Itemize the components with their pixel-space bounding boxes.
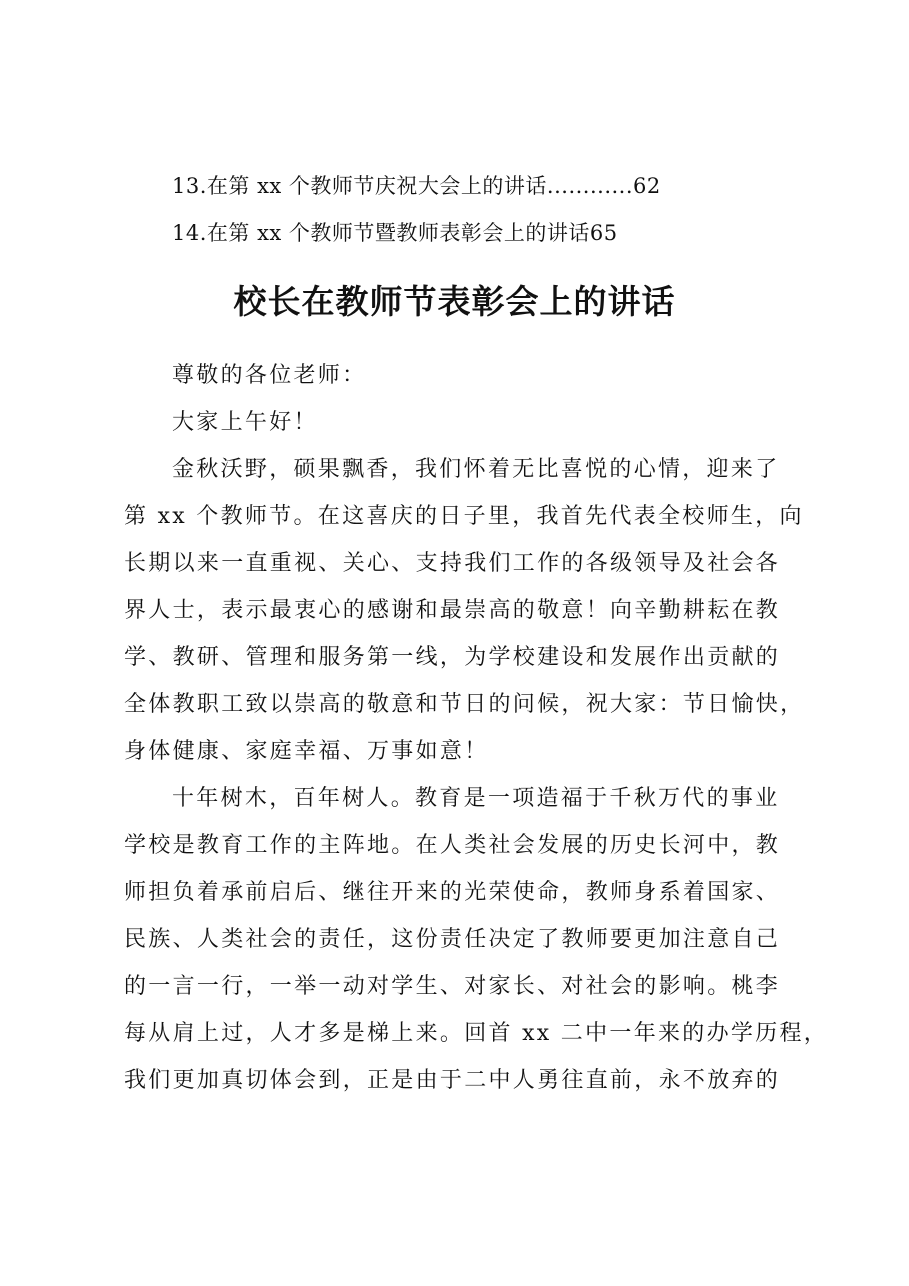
paragraph-line: 学、教研、管理和服务第一线，为学校建设和发展作出贡献的	[124, 645, 781, 670]
paragraph-line: 师担负着承前启后、继往开来的光荣使命，教师身系着国家、	[124, 880, 781, 905]
paragraph-line: 身体健康、家庭幸福、万事如意！	[124, 739, 489, 764]
speech-body	[124, 352, 829, 1104]
paragraph-line: 界人士，表示最衷心的感谢和最崇高的敬意！向辛勤耕耘在教	[124, 598, 781, 623]
salutation: 尊敬的各位老师：	[172, 363, 367, 388]
paragraph-line: 学校是教育工作的主阵地。在人类社会发展的历史长河中，教	[124, 833, 781, 858]
paragraph-line: 十年树木，百年树人。教育是一项造福于千秋万代的事业	[172, 786, 780, 811]
paragraph-line: 每从肩上过，人才多是梯上来。回首 xx 二中一年来的办学历程，	[124, 1021, 829, 1046]
toc-entry-14: 14.在第 xx 个教师节暨教师表彰会上的讲话65	[172, 221, 618, 245]
paragraph-line: 金秋沃野，硕果飘香，我们怀着无比喜悦的心情，迎来了	[172, 457, 780, 482]
speech-title: 校长在教师节表彰会上的讲话	[233, 282, 676, 321]
paragraph-line: 民族、人类社会的责任，这份责任决定了教师要更加注意自己	[124, 927, 781, 952]
greeting: 大家上午好！	[172, 410, 318, 435]
paragraph-line: 的一言一行，一举一动对学生、对家长、对社会的影响。桃李	[124, 974, 781, 999]
toc-entry-13: 13.在第 xx 个教师节庆祝大会上的讲话............62	[172, 174, 661, 198]
paragraph-line: 第 xx 个教师节。在这喜庆的日子里，我首先代表全校师生，向	[124, 504, 804, 529]
paragraph-line: 全体教职工致以崇高的敬意和节日的问候，祝大家：节日愉快，	[124, 692, 805, 717]
paragraph-line: 长期以来一直重视、关心、支持我们工作的各级领导及社会各	[124, 551, 781, 576]
paragraph-line: 我们更加真切体会到，正是由于二中人勇往直前，永不放弃的	[124, 1068, 781, 1093]
